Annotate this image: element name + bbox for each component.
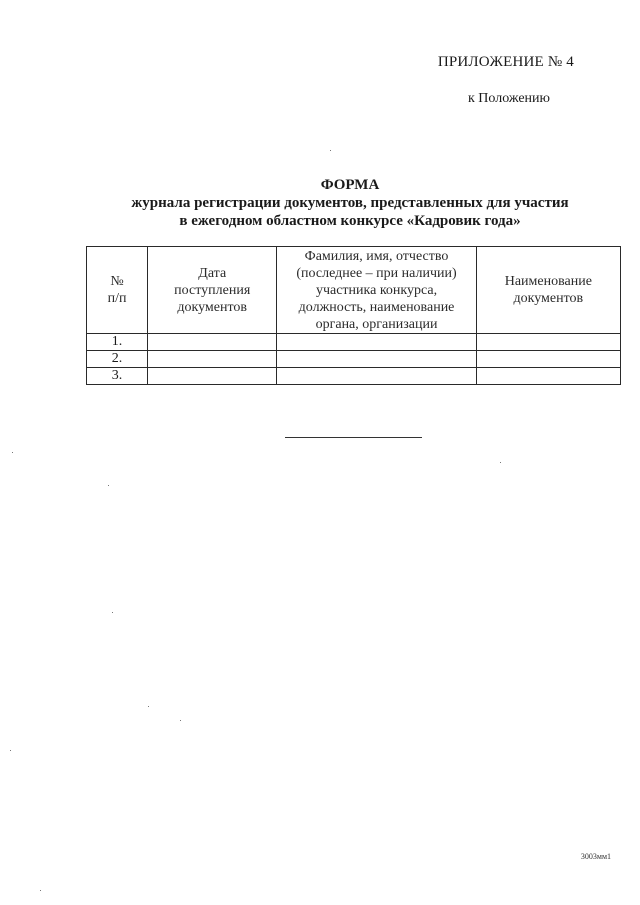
- scan-speck: [40, 890, 41, 891]
- appendix-title: ПРИЛОЖЕНИЕ № 4: [437, 54, 574, 70]
- table-header-row: [87, 247, 621, 334]
- date-cell: [148, 334, 277, 351]
- scan-speck: [330, 150, 331, 151]
- scan-speck: [500, 462, 501, 463]
- row-number-cell: 1.: [87, 334, 148, 351]
- scan-speck: [148, 706, 149, 707]
- date-cell: [148, 351, 277, 368]
- registration-table: [86, 246, 621, 385]
- participant-cell: [277, 351, 476, 368]
- documents-cell: [476, 351, 620, 368]
- table-row: [87, 351, 621, 368]
- closing-rule: [285, 437, 422, 438]
- document-code: 3003мм1: [580, 852, 611, 861]
- header-cell-number: № п/п: [87, 247, 148, 334]
- header-cell-participant: Фамилия, имя, отчество (последнее – при наличии) участника конкурса, должность, наименование органа, организации: [277, 247, 476, 334]
- header-cell-date: Дата поступления документов: [148, 247, 277, 334]
- row-number-cell: 2.: [87, 351, 148, 368]
- scan-speck: [180, 720, 181, 721]
- participant-cell: [277, 334, 476, 351]
- documents-cell: [476, 368, 620, 385]
- documents-cell: [476, 334, 620, 351]
- participant-cell: [277, 368, 476, 385]
- scan-speck: [10, 750, 11, 751]
- row-number-cell: 3.: [87, 368, 148, 385]
- scan-speck: [112, 612, 113, 613]
- table-row: [87, 368, 621, 385]
- form-description-line-2: в ежегодном областном конкурсе «Кадровик года»: [179, 213, 521, 229]
- form-heading: [0, 176, 640, 230]
- scan-speck: [12, 452, 13, 453]
- scan-speck: [108, 485, 109, 486]
- header-cell-documents: Наименование документов: [476, 247, 620, 334]
- form-description-line-1: журнала регистрации документов, представленных для участия: [131, 195, 569, 211]
- form-title: ФОРМА: [320, 177, 380, 193]
- appendix-subtitle: к Положению: [467, 91, 550, 106]
- table-row: [87, 334, 621, 351]
- date-cell: [148, 368, 277, 385]
